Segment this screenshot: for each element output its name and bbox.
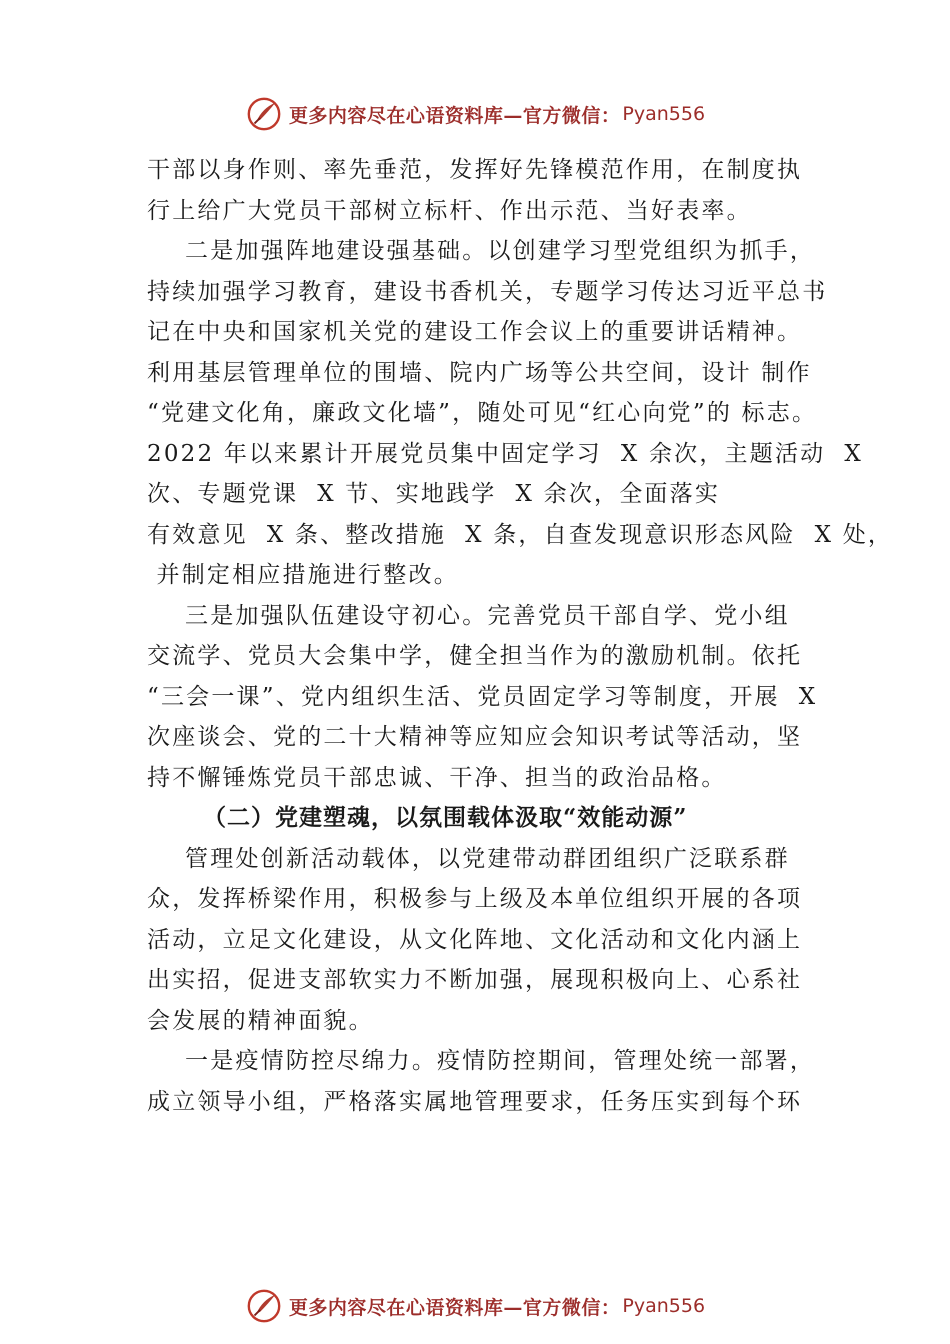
- text-line: 次座谈会、党的二十大精神等应知应会知识考试等活动，坚: [147, 724, 803, 750]
- watermark-text: 更多内容尽在心语资料库—官方微信：: [288, 1296, 621, 1319]
- watermark-footer: [0, 1284, 950, 1328]
- document-body: [147, 150, 894, 1122]
- section-heading: （二）党建塑魂，以氛围载体汲取“效能动源”: [203, 804, 688, 831]
- text-line: 会发展的精神面貌。: [147, 1007, 374, 1034]
- text-line: 持不懈锤炼党员干部忠诚、干净、担当的政治品格。: [147, 764, 727, 791]
- quill-logo-icon: [245, 1287, 283, 1325]
- text-line: 三是加强队伍建设守初心。完善党员干部自学、党小组: [147, 602, 790, 629]
- text-line: 二是加强阵地建设强基础。以创建学习型党组织为抓手，: [147, 238, 816, 264]
- text-line: “三会一课”、党内组织生活、党员固定学习等制度，开展 X: [147, 683, 818, 710]
- text-line: 一是疫情防控尽绵力。疫情防控期间，管理处统一部署，: [147, 1048, 816, 1074]
- text-line: 行上给广大党员干部树立标杆、作出示范、当好表率。: [147, 197, 752, 224]
- text-line: 干部以身作则、率先垂范，发挥好先锋模范作用，在制度执: [147, 157, 803, 183]
- text-line: 2022 年以来累计开展党员集中固定学习 X 余次，主题活动 X: [147, 440, 863, 467]
- text-line: 出实招，促进支部软实力不断加强，展现积极向上、心系社: [147, 967, 803, 993]
- text-line: 众，发挥桥梁作用，积极参与上级及本单位组织开展的各项: [147, 886, 803, 912]
- text-line: “党建文化角，廉政文化墙”，随处可见“红心向党”的 标志。: [147, 400, 818, 426]
- text-line: 利用基层管理单位的围墙、院内广场等公共空间，设计 制作: [147, 359, 812, 386]
- watermark-text: 更多内容尽在心语资料库—官方微信：: [288, 104, 621, 127]
- text-line: 有效意见 X 条、整改措施 X 条，自查发现意识形态风险 X 处，: [147, 521, 894, 548]
- wechat-id: Pyan556: [622, 1295, 706, 1317]
- quill-logo-icon: [245, 95, 283, 133]
- text-line: 并制定相应措施进行整改。: [147, 562, 459, 588]
- text-line: 持续加强学习教育，建设书香机关，专题学习传达习近平总书: [147, 278, 828, 305]
- wechat-id: Pyan556: [622, 103, 706, 125]
- text-line: 活动，立足文化建设，从文化阵地、文化活动和文化内涵上: [147, 926, 803, 953]
- text-line: 成立领导小组，严格落实属地管理要求，任务压实到每个环: [147, 1088, 803, 1115]
- text-line: 记在中央和国家机关党的建设工作会议上的重要讲话精神。: [147, 319, 803, 345]
- text-line: 管理处创新活动载体，以党建带动群团组织广泛联系群: [147, 845, 790, 872]
- text-line: 次、专题党课 X 节、实地践学 X 余次，全面落实: [147, 481, 721, 507]
- text-line: 交流学、党员大会集中学，健全担当作为的激励机制。依托: [147, 643, 803, 669]
- watermark-header: [0, 92, 950, 136]
